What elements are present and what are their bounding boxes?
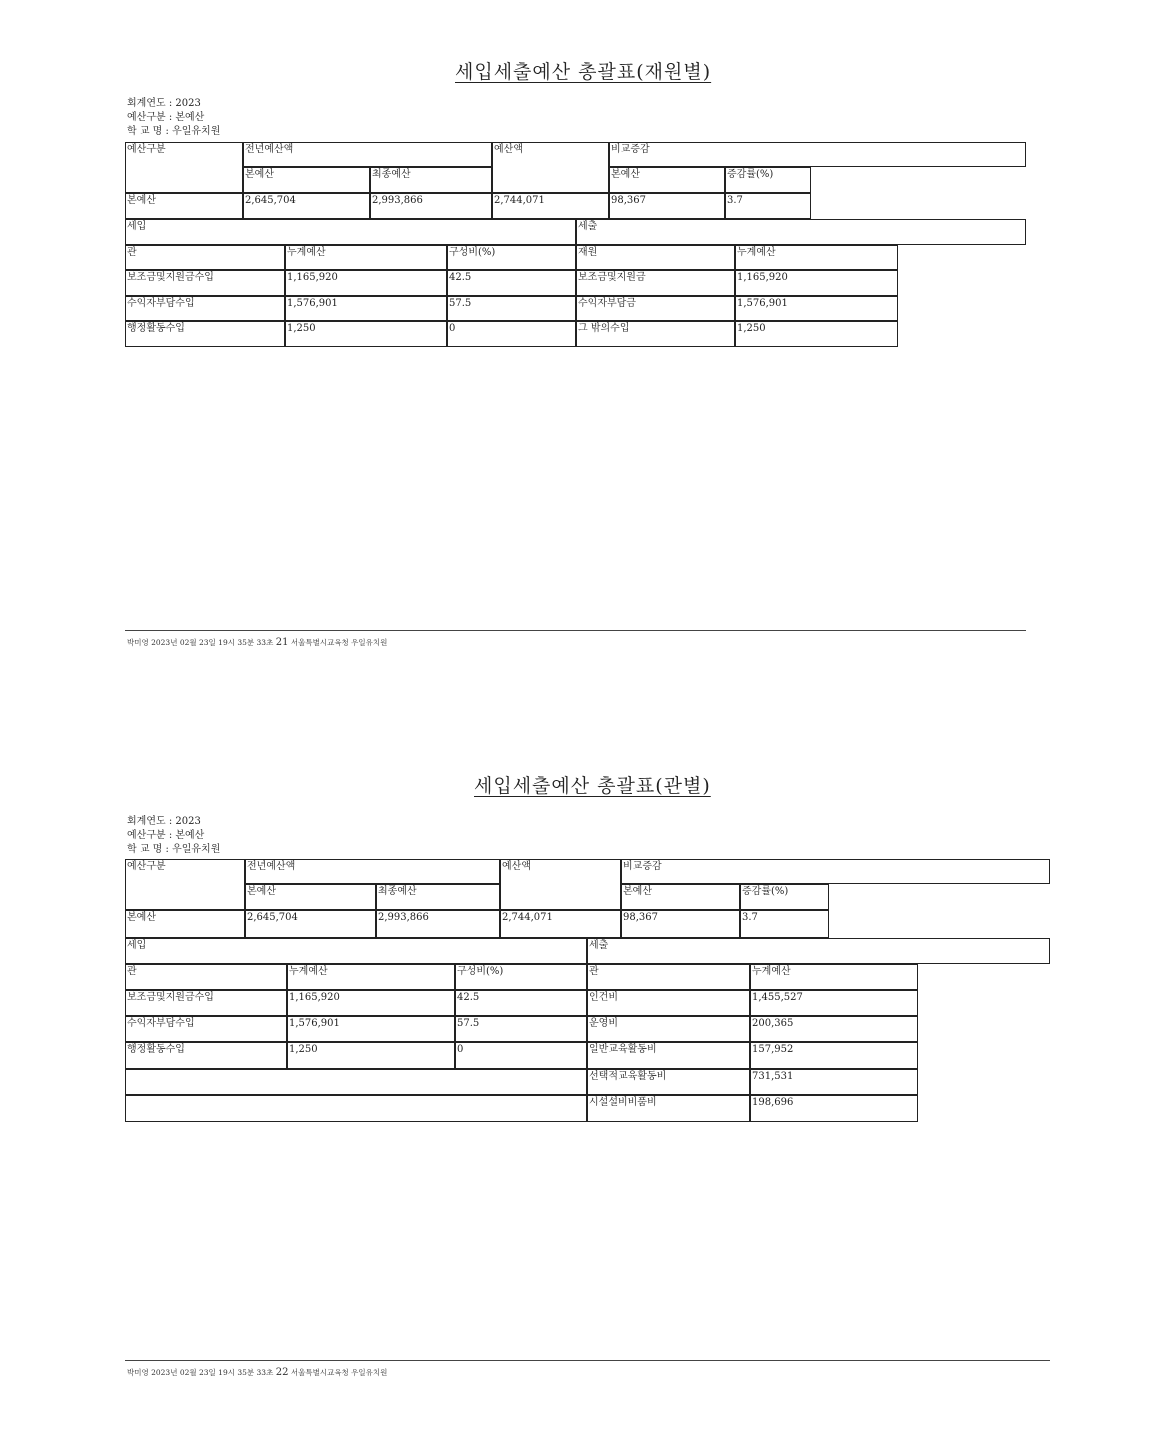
- cmp-main-value: 98,367: [621, 910, 740, 938]
- income-row-1-total: 1,165,920: [285, 270, 447, 296]
- income-row-1-ratio: 42.5: [447, 270, 576, 296]
- row-label: 본예산: [125, 193, 243, 219]
- page2-footer-rule: [125, 1360, 1050, 1361]
- expense-row-2-name: 수익자부담금: [576, 296, 735, 321]
- header-prev-final: 최종예산: [376, 884, 500, 910]
- header-category: 예산구분: [125, 859, 245, 910]
- header-prev-main: 본예산: [243, 167, 370, 193]
- income-header-item: 관: [125, 964, 287, 990]
- expense-row-4-total: 731,531: [750, 1069, 918, 1095]
- income-row-2-name: 수익자부담수입: [125, 1016, 287, 1042]
- expense-row-2-total: 200,365: [750, 1016, 918, 1042]
- income-header-total: 누계예산: [285, 245, 447, 270]
- income-row-3-name: 행정활동수입: [125, 321, 285, 347]
- expense-header-total: 누계예산: [750, 964, 918, 990]
- fiscal-year: 회계연도 : 2023: [127, 816, 201, 827]
- header-cmp-main: 본예산: [621, 884, 740, 910]
- income-empty-row-4: [125, 1069, 587, 1095]
- header-prev-final: 최종예산: [370, 167, 492, 193]
- income-row-2-name: 수익자부담수입: [125, 296, 285, 321]
- prev-main-value: 2,645,704: [245, 910, 376, 938]
- expense-row-4-name: 선택적교육활동비: [587, 1069, 750, 1095]
- page1-footer-text: 박미영 2023년 02월 23일 19시 35분 33초: [127, 638, 274, 647]
- school-name: 학 교 명 : 우일유치원: [127, 126, 221, 137]
- page1-footer: [127, 637, 387, 648]
- income-header-total: 누계예산: [287, 964, 455, 990]
- income-row-2-ratio: 57.5: [447, 296, 576, 321]
- income-row-3-total: 1,250: [287, 1042, 455, 1069]
- income-row-3-ratio: 0: [455, 1042, 587, 1069]
- header-cmp-rate: 증감률(%): [740, 884, 829, 910]
- school-name: 학 교 명 : 우일유치원: [127, 844, 221, 855]
- prev-final-value: 2,993,866: [370, 193, 492, 219]
- expense-header-total: 누계예산: [735, 245, 898, 270]
- page1-page-number: 21: [275, 637, 289, 648]
- cmp-rate-value: 3.7: [725, 193, 811, 219]
- budget-value: 2,744,071: [500, 910, 621, 938]
- expense-row-5-total: 198,696: [750, 1095, 918, 1122]
- expense-row-3-name: 그 밖의수입: [576, 321, 735, 347]
- income-row-2-total: 1,576,901: [287, 1016, 455, 1042]
- expense-row-2-total: 1,576,901: [735, 296, 898, 321]
- income-row-1-name: 보조금및지원금수입: [125, 990, 287, 1016]
- expense-row-3-name: 일반교육활동비: [587, 1042, 750, 1069]
- page2-page-number: 22: [275, 1367, 289, 1378]
- header-prev-year: 전년예산액: [243, 142, 492, 167]
- header-cmp-rate: 증감률(%): [725, 167, 811, 193]
- income-row-3-name: 행정활동수입: [125, 1042, 287, 1069]
- header-category: 예산구분: [125, 142, 243, 193]
- income-row-1-name: 보조금및지원금수입: [125, 270, 285, 296]
- expense-row-2-name: 운영비: [587, 1016, 750, 1042]
- budget-value: 2,744,071: [492, 193, 609, 219]
- cmp-main-value: 98,367: [609, 193, 725, 219]
- budget-type: 예산구분 : 본예산: [127, 112, 205, 123]
- header-cmp-main: 본예산: [609, 167, 725, 193]
- income-header-ratio: 구성비(%): [455, 964, 587, 990]
- page1-footer-rule: [125, 630, 1026, 631]
- income-empty-row-5: [125, 1095, 587, 1122]
- page2-footer: [127, 1367, 387, 1378]
- budget-type: 예산구분 : 본예산: [127, 830, 205, 841]
- expense-row-1-total: 1,165,920: [735, 270, 898, 296]
- page2-title: 세입세출예산 총괄표(관별): [474, 775, 711, 797]
- page1-footer-org: 서울특별시교육청 우일유치원: [290, 638, 388, 647]
- header-prev-main: 본예산: [245, 884, 376, 910]
- header-budget: 예산액: [500, 859, 621, 910]
- page1-title: 세입세출예산 총괄표(재원별): [455, 61, 712, 83]
- income-row-3-ratio: 0: [447, 321, 576, 347]
- page2-meta: [127, 815, 220, 857]
- expense-header-item: 관: [587, 964, 750, 990]
- income-row-2-ratio: 57.5: [455, 1016, 587, 1042]
- income-section-label: 세입: [125, 219, 576, 245]
- prev-main-value: 2,645,704: [243, 193, 370, 219]
- cmp-rate-value: 3.7: [740, 910, 829, 938]
- expense-row-1-name: 인건비: [587, 990, 750, 1016]
- income-row-3-total: 1,250: [285, 321, 447, 347]
- header-compare: 비교증감: [621, 859, 1050, 884]
- expense-section-label: 세출: [576, 219, 1026, 245]
- header-budget: 예산액: [492, 142, 609, 193]
- header-compare: 비교증감: [609, 142, 1026, 167]
- page1-meta: [127, 97, 220, 139]
- income-row-2-total: 1,576,901: [285, 296, 447, 321]
- income-header-ratio: 구성비(%): [447, 245, 576, 270]
- expense-section-label: 세출: [587, 938, 1050, 964]
- page2-footer-org: 서울특별시교육청 우일유치원: [290, 1368, 388, 1377]
- header-prev-year: 전년예산액: [245, 859, 500, 884]
- income-row-1-total: 1,165,920: [287, 990, 455, 1016]
- expense-row-3-total: 1,250: [735, 321, 898, 347]
- expense-row-5-name: 시설설비비품비: [587, 1095, 750, 1122]
- income-header-item: 관: [125, 245, 285, 270]
- row-label: 본예산: [125, 910, 245, 938]
- fiscal-year: 회계연도 : 2023: [127, 98, 201, 109]
- prev-final-value: 2,993,866: [376, 910, 500, 938]
- income-section-label: 세입: [125, 938, 587, 964]
- expense-header-source: 재원: [576, 245, 735, 270]
- expense-row-3-total: 157,952: [750, 1042, 918, 1069]
- income-row-1-ratio: 42.5: [455, 990, 587, 1016]
- page2-footer-text: 박미영 2023년 02월 23일 19시 35분 33초: [127, 1368, 274, 1377]
- expense-row-1-name: 보조금및지원금: [576, 270, 735, 296]
- expense-row-1-total: 1,455,527: [750, 990, 918, 1016]
